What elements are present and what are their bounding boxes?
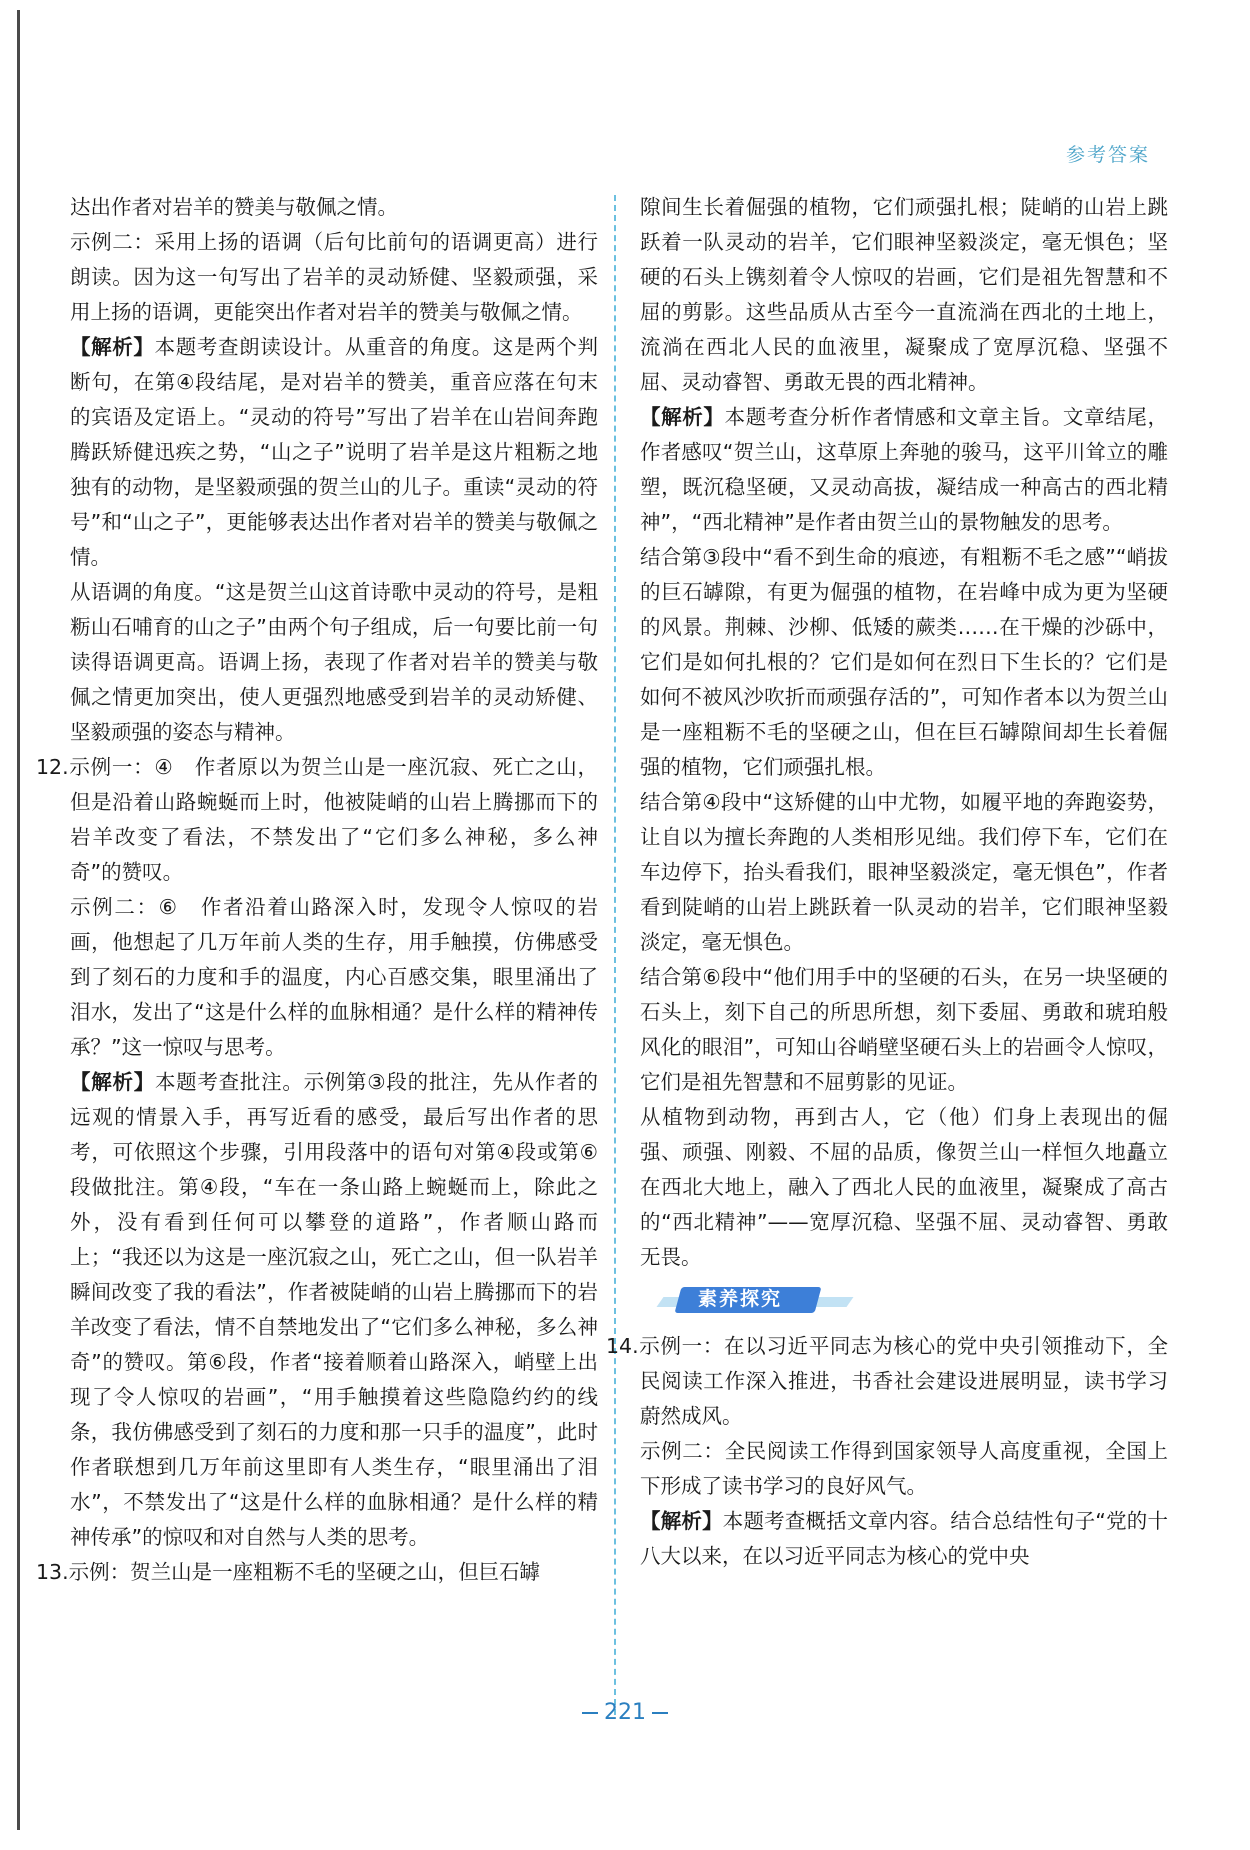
question-number: 12. [36, 755, 69, 779]
paragraph-text: 示例二：采用上扬的语调（后句比前句的语调更高）进行朗读。因为这一句写出了岩羊的灵动矫健、坚毅顽强，采用上扬的语调，更能突出作者对岩羊的赞美与敬佩之情。 [70, 230, 598, 324]
paragraph-text: 示例一：④ 作者原以为贺兰山是一座沉寂、死亡之山，但是沿着山路蜿蜒而上时，他被陡峭的山岩上腾挪而下的岩羊改变了看法，不禁发出了“它们多么神秘，多么神奇”的赞叹。 [68, 755, 598, 884]
question-number: 14. [606, 1334, 639, 1358]
analysis-tag: 【解析】 [70, 335, 155, 359]
answer-paragraph [70, 890, 598, 1065]
answer-paragraph [640, 400, 1168, 540]
paragraph-text: 结合第③段中“看不到生命的痕迹，有粗粝不毛之感”“峭拔的巨石罅隙，有更为倔强的植物，在岩峰中成为更为坚硬的风景。荆棘、沙柳、低矮的蕨类……在干燥的沙砾中，它们是如何扎根的？它们是如何在烈日下生长的？它们是如何不被风沙吹折而顽强存活的”，可知作者本以为贺兰山是一座粗粝不毛的坚硬之山，但在巨石罅隙间却生长着倔强的植物，它们顽强扎根。 [640, 545, 1168, 779]
answer-paragraph [640, 1434, 1168, 1504]
answer-paragraph [640, 960, 1168, 1100]
paragraph-text: 结合第④段中“这矫健的山中尤物，如履平地的奔跑姿势，让自以为擅长奔跑的人类相形见绌。我们停下车，它们在车边停下，抬头看我们，眼神坚毅淡定，毫无惧色”，作者看到陡峭的山岩上跳跃着一队灵动的岩羊，它们眼神坚毅淡定，毫无惧色。 [640, 790, 1168, 954]
analysis-tag: 【解析】 [70, 1070, 155, 1094]
answer-paragraph [70, 190, 598, 225]
page-number [0, 1700, 1250, 1725]
analysis-tag: 【解析】 [640, 405, 725, 429]
answer-paragraph [606, 1329, 1168, 1434]
paragraph-text: 示例一：在以习近平同志为核心的党中央引领推动下，全民阅读工作深入推进，书香社会建设进展明显，读书学习蔚然成风。 [638, 1334, 1168, 1428]
paragraph-text: 本题考查分析作者情感和文章主旨。文章结尾，作者感叹“贺兰山，这草原上奔驰的骏马，这平川耸立的雕塑，既沉稳坚硬，又灵动高拔，凝结成一种高古的西北精神”，“西北精神”是作者由贺兰山的景物触发的思考。 [640, 405, 1169, 534]
paragraph-text: 从植物到动物，再到古人，它（他）们身上表现出的倔强、顽强、刚毅、不屈的品质，像贺兰山一样恒久地矗立在西北大地上，融入了西北人民的血液里，凝聚成了高古的“西北精神”——宽厚沉稳、坚强不屈、灵动睿智、勇敢无畏。 [640, 1105, 1168, 1269]
paragraph-text: 隙间生长着倔强的植物，它们顽强扎根；陡峭的山岩上跳跃着一队灵动的岩羊，它们眼神坚毅淡定，毫无惧色；坚硬的石头上镌刻着令人惊叹的岩画，它们是祖先智慧和不屈的剪影。这些品质从古至今一直流淌在西北的土地上，流淌在西北人民的血液里，凝聚成了宽厚沉稳、坚强不屈、灵动睿智、勇敢无畏的西北精神。 [640, 195, 1168, 394]
answer-paragraph [36, 1555, 598, 1590]
paragraph-text: 本题考查概括文章内容。结合总结性句子“党的十八大以来，在以习近平同志为核心的党中央 [640, 1509, 1168, 1568]
paragraph-text: 示例二：全民阅读工作得到国家领导人高度重视，全国上下形成了读书学习的良好风气。 [640, 1439, 1168, 1498]
page-number-text: 221 [604, 1700, 646, 1725]
answer-paragraph [640, 190, 1168, 400]
column-divider [614, 195, 616, 1715]
right-column [606, 190, 1169, 1574]
page-header: 参考答案 [1065, 144, 1150, 166]
section-banner [640, 1279, 1168, 1323]
answer-paragraph [640, 1100, 1168, 1275]
paragraph-text: 本题考查批注。示例第③段的批注，先从作者的远观的情景入手，再写近看的感受，最后写出作者的思考，可依照这个步骤，引用段落中的语句对第④段或第⑥段做批注。第④段，“车在一条山路上蜿蜒而上，除此之外，没有看到任何可以攀登的道路”，作者顺山路而上；“我还以为这是一座沉寂之山，死亡之山，但一队岩羊瞬间改变了我的看法”，作者被陡峭的山岩上腾挪而下的岩羊改变了看法，情不自禁地发出了“它们多么神秘，多么神奇”的赞叹。第⑥段，作者“接着顺着山路深入，峭壁上出现了令人惊叹的岩画”，“用手触摸着这些隐隐约约的线条，我仿佛感受到了刻石的力度和那一只手的温度”，此时作者联想到几万年前这里即有人类生存，“眼里涌出了泪水”，不禁发出了“这是什么样的血脉相通？是什么样的精神传承”的惊叹和对自然与人类的思考。 [70, 1070, 598, 1549]
book-spine [17, 10, 20, 1830]
answer-paragraph [36, 750, 598, 890]
answer-paragraph [640, 1504, 1168, 1574]
answer-paragraph [70, 225, 598, 330]
answer-paragraph [70, 1065, 598, 1555]
answer-paragraph [640, 785, 1168, 960]
section-banner-label: 素养探究 [698, 1288, 783, 1310]
paragraph-text: 示例二：⑥ 作者沿着山路深入时，发现令人惊叹的岩画，他想起了几万年前人类的生存，用手触摸，仿佛感受到了刻石的力度和手的温度，内心百感交集，眼里涌出了泪水，发出了“这是什么样的血脉相通？是什么样的精神传承？”这一惊叹与思考。 [70, 895, 598, 1059]
paragraph-text: 示例：贺兰山是一座粗粝不毛的坚硬之山，但巨石罅 [68, 1560, 541, 1584]
paragraph-text: 从语调的角度。“这是贺兰山这首诗歌中灵动的符号，是粗粝山石哺育的山之子”由两个句子组成，后一句要比前一句读得语调更高。语调上扬，表现了作者对岩羊的赞美与敬佩之情更加突出，使人更强烈地感受到岩羊的灵动矫健、坚毅顽强的姿态与精神。 [70, 580, 598, 744]
left-column [36, 190, 599, 1590]
paragraph-text: 达出作者对岩羊的赞美与敬佩之情。 [70, 195, 398, 219]
answer-paragraph [70, 330, 598, 575]
paragraph-text: 结合第⑥段中“他们用手中的坚硬的石头，在另一块坚硬的石头上，刻下自己的所思所想，刻下委屈、勇敢和琥珀般风化的眼泪”，可知山谷峭壁坚硬石头上的岩画令人惊叹，它们是祖先智慧和不屈剪影的见证。 [640, 965, 1168, 1094]
analysis-tag: 【解析】 [640, 1509, 723, 1533]
paragraph-text: 本题考查朗读设计。从重音的角度。这是两个判断句，在第④段结尾，是对岩羊的赞美，重音应落在句末的宾语及定语上。“灵动的符号”写出了岩羊在山岩间奔跑腾跃矫健迅疾之势，“山之子”说明了岩羊是这片粗粝之地独有的动物，是坚毅顽强的贺兰山的儿子。重读“灵动的符号”和“山之子”，更能够表达出作者对岩羊的赞美与敬佩之情。 [70, 335, 599, 569]
question-number: 13. [36, 1560, 69, 1584]
answer-paragraph [640, 540, 1168, 785]
answer-paragraph [70, 575, 598, 750]
